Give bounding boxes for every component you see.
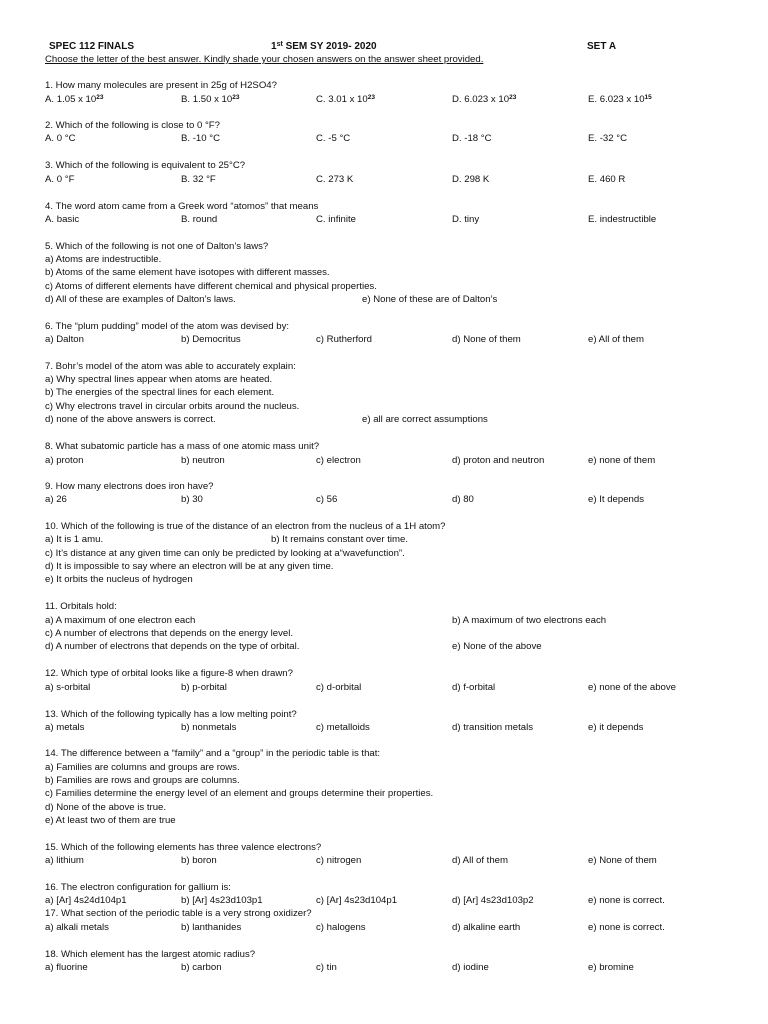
choice-exponent: 23 — [232, 94, 240, 101]
question-text: 5. Which of the following is not one of Dalton’s laws? — [45, 241, 269, 252]
choice: e) none of them — [588, 455, 656, 466]
choice: a) fluorine — [45, 962, 88, 973]
choice: b) p-orbital — [181, 682, 227, 693]
choices-row — [0, 173, 768, 186]
choice: c) metalloids — [316, 722, 370, 733]
choices-row — [0, 454, 768, 467]
instructions: Choose the letter of the best answer. Kindly shade your chosen answers on the answer sheet provided. — [45, 54, 484, 65]
question-text: 11. Orbitals hold: — [45, 601, 117, 612]
choice: d) None of the above is true. — [45, 802, 167, 813]
question-text: 4. The word atom came from a Greek word “atomos” that means — [45, 201, 319, 212]
choice-text: C. 3.01 x 10 — [316, 94, 368, 105]
choices-row — [0, 721, 768, 734]
choice: b) Atoms of the same element have isotopes with different masses. — [45, 267, 330, 278]
question-text: 17. What section of the periodic table is a very strong oxidizer? — [45, 908, 312, 919]
choices-row — [0, 333, 768, 346]
choice: c) Families determine the energy level of an element and groups determine their properties. — [45, 788, 434, 799]
choice: b) The energies of the spectral lines for each element. — [45, 387, 275, 398]
choice: e) It depends — [588, 494, 645, 505]
choice: d) none of the above answers is correct. — [45, 414, 216, 425]
semester-year: SEM SY 2019- 2020 — [282, 41, 377, 52]
choice: a) 26 — [45, 494, 67, 505]
choice: D. tiny — [452, 214, 480, 225]
question-text: 7. Bohr’s model of the atom was able to accurately explain: — [45, 361, 296, 372]
choice: d) proton and neutron — [452, 455, 545, 466]
course-title: SPEC 112 FINALS — [49, 41, 135, 52]
choice: d) None of them — [452, 334, 521, 345]
choice: b) Families are rows and groups are columns. — [45, 775, 240, 786]
choice: D. 298 K — [452, 174, 490, 185]
choice: C. 273 K — [316, 174, 354, 185]
choice: a) It is 1 amu. — [45, 534, 104, 545]
question-text: 15. Which of the following elements has three valence electrons? — [45, 842, 322, 853]
choice-exponent: 15 — [644, 94, 652, 101]
choice: C. infinite — [316, 214, 356, 225]
choice: b) It remains constant over time. — [271, 534, 409, 545]
choice: c) tin — [316, 962, 337, 973]
choice: a) A maximum of one electron each — [45, 615, 196, 626]
choice: d) 80 — [452, 494, 474, 505]
choice: C. -5 °C — [316, 133, 351, 144]
question-text: 16. The electron configuration for gallium is: — [45, 882, 231, 893]
question-text: 6. The “plum pudding” model of the atom was devised by: — [45, 321, 290, 332]
choices-row — [0, 614, 768, 627]
choice-exponent: 23 — [96, 94, 104, 101]
choice: D. -18 °C — [452, 133, 492, 144]
choice — [316, 93, 375, 106]
choice: e) it depends — [588, 722, 644, 733]
choice — [452, 93, 516, 106]
question-text: 3. Which of the following is equivalent to 25°C? — [45, 160, 246, 171]
choice: a) metals — [45, 722, 85, 733]
choice: e) None of them — [588, 855, 657, 866]
choice: a) Dalton — [45, 334, 84, 345]
choices-row — [0, 854, 768, 867]
choices-row — [0, 640, 768, 653]
choice: e) none of the above — [588, 682, 677, 693]
choice: b) boron — [181, 855, 217, 866]
question-text: 14. The difference between a “family” and a “group” in the periodic table is that: — [45, 748, 381, 759]
choice: c) nitrogen — [316, 855, 362, 866]
choice: c) d-orbital — [316, 682, 362, 693]
semester-number: 1 — [271, 41, 277, 52]
choice: B. -10 °C — [181, 133, 221, 144]
choices-row — [0, 132, 768, 145]
choice: a) Families are columns and groups are rows. — [45, 762, 240, 773]
choice: A. 0 °C — [45, 133, 76, 144]
choice: b) 30 — [181, 494, 203, 505]
choices-row — [0, 293, 768, 306]
choice: E. indestructible — [588, 214, 657, 225]
choice: b) Democritus — [181, 334, 241, 345]
choice: a) alkali metals — [45, 922, 109, 933]
choice: d) alkaline earth — [452, 922, 521, 933]
choice: E. 460 R — [588, 174, 626, 185]
choice — [45, 93, 103, 106]
choice: b) nonmetals — [181, 722, 237, 733]
choice: a) proton — [45, 455, 84, 466]
choice: d) All of them — [452, 855, 508, 866]
choice: e) bromine — [588, 962, 634, 973]
choice: d) A number of electrons that depends on the type of orbital. — [45, 641, 300, 652]
question-text: 9. How many electrons does iron have? — [45, 481, 214, 492]
choices-row — [0, 413, 768, 426]
choice: e) At least two of them are true — [45, 815, 176, 826]
question-text: 1. How many molecules are present in 25g of H2SO4? — [45, 80, 277, 91]
choice: e) All of them — [588, 334, 644, 345]
choice: c) 56 — [316, 494, 338, 505]
choice: d) iodine — [452, 962, 489, 973]
choices-row — [0, 213, 768, 226]
choice — [181, 93, 239, 106]
choice — [588, 93, 652, 106]
choice: d) It is impossible to say where an electron will be at any given time. — [45, 561, 334, 572]
choices-row — [0, 533, 768, 546]
question-text: 12. Which type of orbital looks like a figure-8 when drawn? — [45, 668, 293, 679]
choice: e) none is correct. — [588, 895, 665, 906]
choice: b) [Ar] 4s23d103p1 — [181, 895, 263, 906]
choice: b) lanthanides — [181, 922, 242, 933]
question-text: 18. Which element has the largest atomic radius? — [45, 949, 256, 960]
question-text: 13. Which of the following typically has a low melting point? — [45, 709, 297, 720]
choice-text: B. 1.50 x 10 — [181, 94, 233, 105]
choices-row — [0, 894, 768, 907]
choices-row — [0, 93, 768, 106]
choice: b) carbon — [181, 962, 222, 973]
choices-row — [0, 681, 768, 694]
choice: B. 32 °F — [181, 174, 216, 185]
choice: c) Rutherford — [316, 334, 372, 345]
choice: e) all are correct assumptions — [362, 414, 488, 425]
choice: a) Why spectral lines appear when atoms are heated. — [45, 374, 273, 385]
choice: E. -32 °C — [588, 133, 628, 144]
choice: c) It’s distance at any given time can only be predicted by looking at a“wavefunction”. — [45, 548, 405, 559]
choice: b) neutron — [181, 455, 225, 466]
choice: A. 0 °F — [45, 174, 75, 185]
choice: e) None of these are of Dalton’s — [362, 294, 498, 305]
choice: d) transition metals — [452, 722, 534, 733]
choice-text: A. 1.05 x 10 — [45, 94, 97, 105]
question-text: 8. What subatomic particle has a mass of one atomic mass unit? — [45, 441, 320, 452]
choice: c) halogens — [316, 922, 366, 933]
choice-text: E. 6.023 x 10 — [588, 94, 645, 105]
choice: a) Atoms are indestructible. — [45, 254, 162, 265]
choice: e) None of the above — [452, 641, 542, 652]
choice: A. basic — [45, 214, 80, 225]
choices-row — [0, 961, 768, 974]
choice: e) It orbits the nucleus of hydrogen — [45, 574, 193, 585]
choice-exponent: 23 — [509, 94, 517, 101]
set-label: SET A — [587, 41, 617, 52]
choice: e) none is correct. — [588, 922, 665, 933]
choices-row — [0, 493, 768, 506]
choice: c) Atoms of different elements have different chemical and physical properties. — [45, 281, 377, 292]
choice: d) All of these are examples of Dalton’s laws. — [45, 294, 236, 305]
semester-label — [271, 41, 377, 53]
choice: B. round — [181, 214, 218, 225]
semester-ordinal: st — [276, 41, 283, 48]
choice: d) f-orbital — [452, 682, 496, 693]
choice: a) [Ar] 4s24d104p1 — [45, 895, 127, 906]
question-text: 2. Which of the following is close to 0 °F? — [45, 120, 221, 131]
choice: a) s-orbital — [45, 682, 91, 693]
choice: d) [Ar] 4s23d103p2 — [452, 895, 534, 906]
choice: a) lithium — [45, 855, 84, 866]
choice-exponent: 23 — [367, 94, 375, 101]
choice: c) A number of electrons that depends on the energy level. — [45, 628, 293, 639]
choice-text: D. 6.023 x 10 — [452, 94, 510, 105]
choice: c) electron — [316, 455, 361, 466]
choice: c) Why electrons travel in circular orbits around the nucleus. — [45, 401, 300, 412]
choice: c) [Ar] 4s23d104p1 — [316, 895, 398, 906]
choice: b) A maximum of two electrons each — [452, 615, 607, 626]
question-text: 10. Which of the following is true of the distance of an electron from the nucleus of a 1H atom? — [45, 521, 446, 532]
choices-row — [0, 921, 768, 934]
